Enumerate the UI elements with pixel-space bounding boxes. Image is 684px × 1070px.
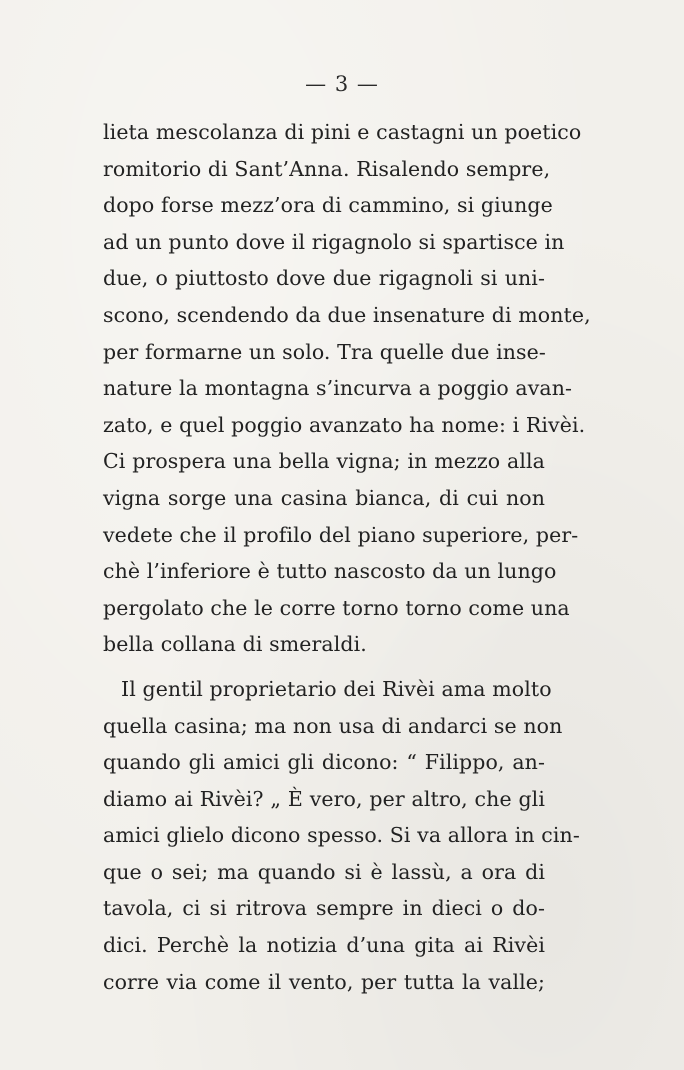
text-line: nature la montagna s’incurva a poggio avan- — [103, 376, 573, 401]
text-line: vigna sorge una casina bianca, di cui non — [103, 485, 545, 510]
page-number: — 3 — — [305, 72, 379, 96]
text-line: romitorio di Sant’Anna. Risalendo sempre, — [103, 156, 551, 181]
text-line: vedete che il profilo del piano superiore, per- — [103, 522, 579, 547]
text-line: Il gentil proprietario dei Rivèi ama molto — [121, 676, 552, 701]
text-line: dopo forse mezz’ora di cammino, si giunge — [103, 193, 553, 218]
text-line: lieta mescolanza di pini e castagni un poetico — [103, 120, 582, 144]
text-line: Ci prospera una bella vigna; in mezzo alla — [103, 449, 545, 474]
paragraph-gap — [103, 663, 545, 671]
body-text — [103, 114, 591, 1000]
text-line: corre via come il vento, per tutta la valle; — [103, 969, 545, 994]
text-line: quando gli amici gli dicono: “ Filippo, an- — [103, 750, 545, 775]
text-line: ad un punto dove il rigagnolo si spartisce in — [103, 229, 565, 254]
text-line: pergolato che le corre torno torno come una — [103, 595, 570, 620]
text-line: chè l’inferiore è tutto nascosto da un lungo — [103, 559, 557, 584]
text-line: zato, e quel poggio avanzato ha nome: i Rivèi. — [103, 412, 586, 437]
text-line: diamo ai Rivèi? „ È vero, per altro, che gli — [103, 786, 545, 811]
paragraph-1 — [103, 114, 591, 663]
text-line: quella casina; ma non usa di andarci se non — [103, 713, 563, 738]
text-line: amici glielo dicono spesso. Si va allora in cin- — [103, 823, 580, 848]
text-line: que o sei; ma quando si è lassù, a ora di — [103, 859, 545, 884]
text-line: scono, scendendo da due insenature di monte, — [103, 302, 591, 327]
text-line: due, o piuttosto dove due rigagnoli si uni- — [103, 266, 545, 291]
text-line: bella collana di smeraldi. — [103, 632, 367, 657]
text-line: per formarne un solo. Tra quelle due inse- — [103, 339, 546, 364]
text-line: dici. Perchè la notizia d’una gita ai Rivèi — [103, 933, 545, 958]
text-line: tavola, ci si ritrova sempre in dieci o do- — [103, 896, 545, 921]
paragraph-2 — [103, 671, 580, 1000]
